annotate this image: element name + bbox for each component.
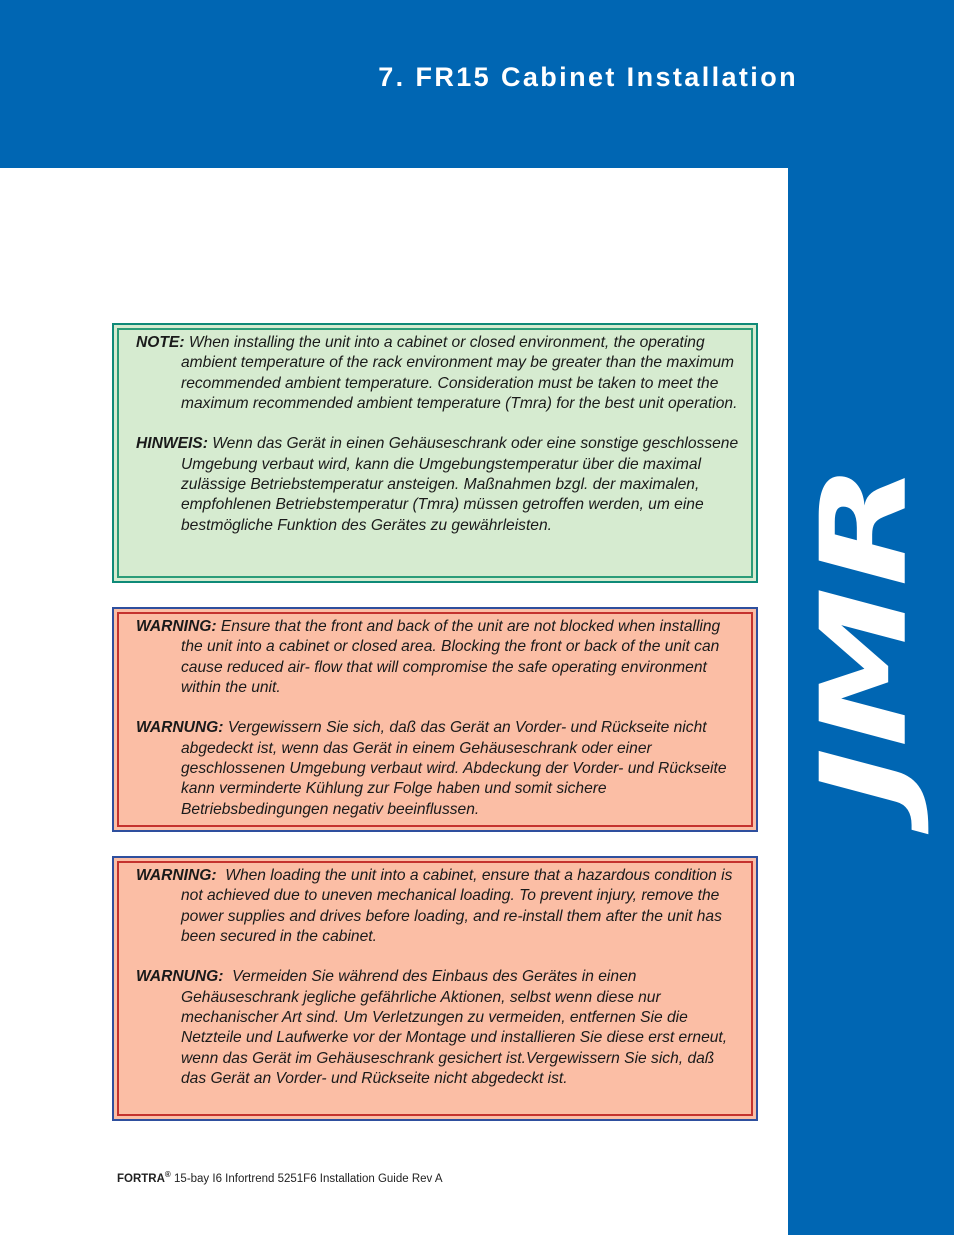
footer: [117, 1170, 443, 1185]
airflow-warning-de-label: WARNUNG:: [136, 719, 224, 737]
airflow-warning-en-text: Ensure that the front and back of the unit are not blocked when installing the unit into a cabinet or closed area. Blocking the front or back of the unit can cause reduced air- flow that will compromise the safe operating environment within the unit.: [181, 618, 721, 696]
loading-warning-de-label: WARNUNG:: [136, 968, 224, 986]
note-box: [112, 323, 758, 583]
note-en-label: NOTE:: [136, 334, 185, 351]
loading-warning-en-label: WARNING:: [136, 867, 217, 884]
loading-warning-de-text: Vermeiden Sie während des Einbaus des Gerätes in einen Gehäuseschrank jegliche gefährliche Aktionen, selbst wenn diese nur mechanischer Art sind. Um Verletzungen zu vermeiden, entfernen Sie die Netzteile und Laufwerke vor der Montage und installieren Sie diese erst erneut, wenn das Gerät im Gehäuseschrank gesichert ist.Vergewissern Sie sich, daß das Gerät an Vorder- und Rückseite nicht abgedeckt ist.: [181, 968, 728, 1087]
loading-warning-box: [112, 856, 758, 1121]
airflow-warning-en-label: WARNING:: [136, 618, 217, 635]
logo-text: JMR: [794, 555, 933, 808]
airflow-warning-box: [112, 607, 758, 832]
note-de-text: Wenn das Gerät in einen Gehäuseschrank oder eine sonstige geschlossene Umgebung verbaut wird, kann die Umgebungstemperatur über die maximal zulässige Betriebstemperatur ansteigen. Maßnahmen bzgl. der maximalen, empfohlenen Betriebstemperatur (Tmra) müssen getroffen werden, um eine bestmögliche Funktion des Gerätes zu gewährleisten.: [181, 435, 739, 534]
footer-text: 15-bay I6 Infortrend 5251F6 Installation Guide Rev A: [170, 1172, 443, 1185]
note-de-label: HINWEIS:: [136, 435, 208, 453]
footer-brand: FORTRA: [117, 1172, 165, 1185]
airflow-warning-de-paragraph: [136, 718, 739, 819]
page-title: 7. FR15 Cabinet Installation: [378, 62, 798, 92]
airflow-warning-en-paragraph: [136, 617, 739, 698]
note-en-text: When installing the unit into a cabinet or closed environment, the operating ambient temperature of the rack environment may be greater than the maximum recommended ambient temperature. Consideration must be taken to meet the maximum recommended ambient temperature (Tmra) for the best unit operation.: [181, 334, 738, 412]
loading-warning-de-paragraph: [136, 967, 739, 1089]
registered-mark: ®: [164, 1170, 171, 1179]
note-de-paragraph: [136, 434, 739, 535]
note-en-paragraph: [136, 333, 739, 414]
jmr-logo-icon: [794, 455, 933, 815]
loading-warning-en-text: When loading the unit into a cabinet, ensure that a hazardous condition is not achieved due to uneven mechanical loading. To prevent injury, remove the power supplies and drives before loading, and re-install them after the unit has been secured in the cabinet.: [181, 867, 733, 945]
header-band: [0, 0, 954, 168]
loading-warning-en-paragraph: [136, 866, 739, 947]
airflow-warning-de-text: Vergewissern Sie sich, daß das Gerät an Vorder- und Rückseite nicht abgedeckt ist, wenn das Gerät in einem Gehäuseschrank oder einer geschlossenen Umgebung verbaut wird. Abdeckung der Vorder- und Rückseite kann verminderte Kühlung zur Folge haben und somit sichere Betriebsbedingungen negativ beeinflussen.: [181, 719, 727, 818]
